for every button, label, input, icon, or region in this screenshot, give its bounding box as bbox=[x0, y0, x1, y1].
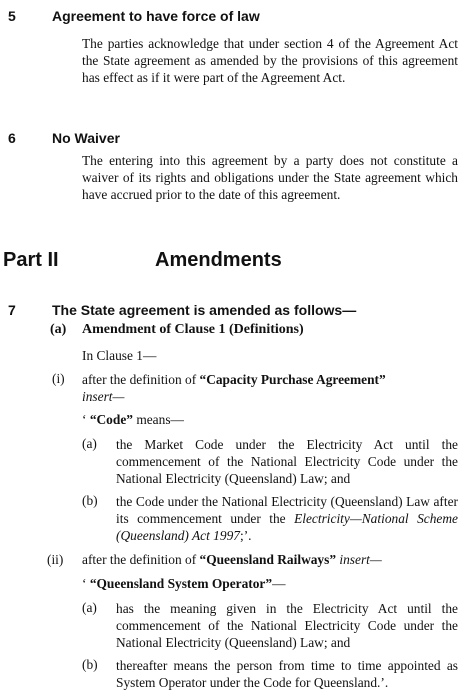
item-ii-marker: (ii) bbox=[47, 552, 64, 567]
item-i-marker: (i) bbox=[52, 371, 65, 386]
item-ii-definition bbox=[82, 576, 285, 592]
section-7-heading: The State agreement is amended as follows— bbox=[52, 302, 357, 318]
item-ii-para-b-marker: (b) bbox=[82, 657, 98, 672]
item-i-def-open: ‘ bbox=[82, 412, 90, 427]
item-i-def-term: “Code” bbox=[89, 412, 133, 427]
item-i-para-a-marker: (a) bbox=[82, 436, 97, 451]
section-6-heading: No Waiver bbox=[52, 130, 120, 146]
section-6-body: The entering into this agreement by a party does not constitute a waiver of its rights and obligations under the State agreement which have accrued prior to the date of this agreement. bbox=[82, 153, 458, 203]
item-i-para-b-text: the Code under the National Electricity (Queensland) Law after its commencement under the bbox=[116, 494, 458, 527]
clause-intro: In Clause 1— bbox=[82, 348, 157, 363]
item-i-para-b-act: Electricity—National Scheme (Queensland) Act 1997 bbox=[116, 511, 458, 544]
item-i-text bbox=[82, 371, 458, 405]
item-i-para-a: the Market Code under the Electricity Act until the commencement of the National Electricity Code under the National Electricity (Queensland) Law; and bbox=[116, 437, 458, 487]
item-i-action: insert— bbox=[82, 389, 125, 405]
item-i-pre: after the definition of bbox=[82, 372, 200, 387]
item-ii-para-a-marker: (a) bbox=[82, 600, 97, 615]
item-i-def-rest: means— bbox=[132, 412, 184, 427]
part-label: Part II bbox=[3, 249, 59, 271]
item-i-para-b-marker: (b) bbox=[82, 493, 98, 508]
item-ii-term: “Queensland Railways” bbox=[199, 552, 337, 567]
item-ii-def-term: “Queensland System Operator” bbox=[89, 576, 273, 591]
part-title: Amendments bbox=[155, 249, 282, 271]
subclause-a-marker: (a) bbox=[50, 322, 67, 337]
item-ii-para-a: has the meaning given in the Electricity Act until the commencement of the National Electricity Code under the National Electricity (Queensland) Law; and bbox=[116, 601, 458, 651]
section-5-heading: Agreement to have force of law bbox=[52, 8, 260, 24]
item-ii-def-open: ‘ bbox=[82, 576, 90, 591]
item-ii-para-b: thereafter means the person from time to time appointed as System Operator under the Code for Queensland.’. bbox=[116, 658, 458, 691]
item-ii-def-rest: — bbox=[272, 576, 286, 591]
subclause-a-heading: Amendment of Clause 1 (Definitions) bbox=[82, 322, 304, 337]
section-5-body: The parties acknowledge that under section 4 of the Agreement Act the State agreement as amended by the provisions of this agreement has effect as if it were part of the Agreement Act. bbox=[82, 36, 458, 86]
section-5-number: 5 bbox=[8, 8, 16, 24]
item-ii-text bbox=[82, 552, 382, 568]
item-ii-action: insert— bbox=[336, 552, 382, 567]
item-ii-pre: after the definition of bbox=[82, 552, 200, 567]
section-6-number: 6 bbox=[8, 130, 16, 146]
item-i-para-b-end: ;’. bbox=[239, 528, 252, 544]
item-i-para-b bbox=[116, 493, 458, 545]
item-i-term: “Capacity Purchase Agreement” bbox=[199, 372, 386, 387]
section-7-number: 7 bbox=[8, 302, 16, 318]
item-i-definition bbox=[82, 412, 184, 428]
